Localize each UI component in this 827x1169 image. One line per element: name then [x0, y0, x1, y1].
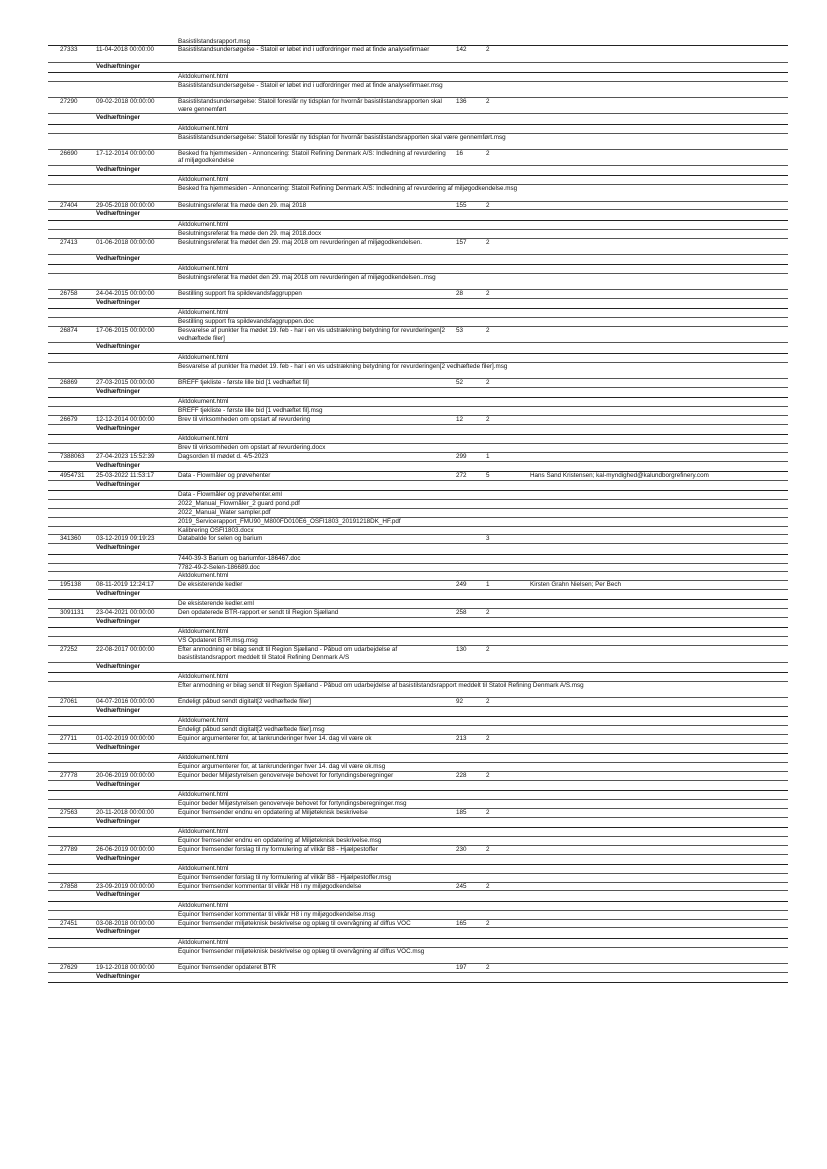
attachment-filename: Aktdokument.html: [178, 628, 229, 636]
attachment-row: [48, 265, 788, 274]
attachment-row: [48, 791, 788, 800]
entry-id: 341360: [60, 535, 82, 543]
attachments-label: Vedhæftninger: [96, 544, 141, 552]
attachment-row: [48, 673, 788, 682]
attachment-filename: Beslutningsreferat fra mødet den 29. maj 2018 om revurderingen af miljøgodkendelsen..msg: [178, 273, 436, 281]
entry-title: Equinor fremsender endnu en opdatering af Miljøteknisk beskrivelse: [178, 808, 368, 816]
entry-doc-number: 245: [456, 882, 467, 890]
attachment-filename: VS Opdateret BTR.msg.msg: [178, 637, 258, 645]
entry-doc-number: 157: [456, 238, 467, 246]
entry-row: [48, 472, 788, 481]
attachment-filename: Equinor fremsender miljøteknisk beskrivelse og oplæg til overvågning af diffus VOC.msg: [178, 947, 425, 955]
attachment-filename: Aktdokument.html: [178, 754, 229, 762]
entry-doc-number: 136: [456, 98, 467, 106]
entry-row: [48, 846, 788, 855]
top-fragment-row: [48, 38, 788, 46]
entry-title: Brev til virksomheden om opstart af revurdering: [178, 415, 311, 423]
attachments-label: Vedhæftninger: [96, 461, 141, 469]
entry-row: [48, 809, 788, 818]
entry-count: 2: [486, 882, 490, 890]
attachments-header-row: [48, 618, 788, 628]
entry-id: 26869: [60, 378, 78, 386]
entry-date: 09-02-2018 00:00:00: [96, 98, 155, 106]
entry-date: 20-06-2019 00:00:00: [96, 771, 155, 779]
entry-date: 27-03-2015 00:00:00: [96, 378, 155, 386]
entry-id: 27563: [60, 808, 78, 816]
entry-title: Equinor argumenterer for, at tankrunderinger hver 14. dag vil være ok: [178, 734, 372, 742]
attachments-label: Vedhæftninger: [96, 62, 141, 70]
attachments-header-row: [48, 388, 788, 398]
entry-row: [48, 581, 788, 590]
entry-row: [48, 416, 788, 425]
entry-date: 17-12-2014 00:00:00: [96, 149, 155, 157]
attachments-label: Vedhæftninger: [96, 817, 141, 825]
attachment-row: [48, 628, 788, 637]
attachment-filename: 2019_Servicerapport_FMU90_M800FD010E6_OSFI1803_20191218DK_HF.pdf: [178, 517, 401, 525]
entry-doc-number: 12: [456, 415, 464, 423]
attachment-row: [48, 354, 788, 363]
entry-count: 2: [486, 290, 490, 298]
entry-count: 2: [486, 609, 490, 617]
attachment-row: [48, 600, 788, 609]
entry-row: [48, 453, 788, 462]
entry-count: 2: [486, 201, 490, 209]
attachments-header-row: [48, 544, 788, 554]
entry-doc-number: 28: [456, 290, 464, 298]
entry-date: 29-05-2018 00:00:00: [96, 201, 155, 209]
attachments-header-row: [48, 590, 788, 600]
entry-row: [48, 150, 788, 166]
attachment-filename: Besked fra hjemmesiden - Annoncering: Statoil Refining Denmark A/S: Indledning af revurdering af miljøgodkendelse.msg: [178, 185, 518, 193]
attachment-row: [48, 682, 788, 698]
entry-title: Equinor fremsender kommentar til vilkår H8 i ny miljøgodkendelse: [178, 882, 362, 890]
entry-row: [48, 46, 788, 62]
entry-row: [48, 609, 788, 618]
attachments-header-row: [48, 462, 788, 472]
entry-count: 2: [486, 734, 490, 742]
entry-row: [48, 202, 788, 211]
entry-date: 12-12-2014 00:00:00: [96, 415, 155, 423]
entry-date: 26-06-2019 00:00:00: [96, 845, 155, 853]
attachments-header-row: [48, 928, 788, 938]
entry-row: [48, 327, 788, 343]
attachment-filename: Aktdokument.html: [178, 176, 229, 184]
attachment-filename: Equinor beder Miljøstyrelsen genoverveje behovet for fortyndingsberegninger.msg: [178, 799, 407, 807]
attachments-label: Vedhæftninger: [96, 424, 141, 432]
attachments-label: Vedhæftninger: [96, 166, 141, 174]
entry-date: 19-12-2018 00:00:00: [96, 963, 155, 971]
entry-title: Data - Flowmåler og prøvehenter: [178, 471, 271, 479]
attachment-row: [48, 911, 788, 920]
attachments-label: Vedhæftninger: [96, 928, 141, 936]
entry-id: 27778: [60, 771, 78, 779]
attachment-filename: Basistilstandsundersøgelse: Statoil foreslår ny tidsplan for hvornår basistilstandsrapporten skal være gennemført.msg: [178, 133, 506, 141]
attachments-label: Vedhæftninger: [96, 743, 141, 751]
entry-id: 27252: [60, 646, 78, 654]
entry-doc-number: 185: [456, 808, 467, 816]
attachment-row: [48, 874, 788, 883]
entry-row: [48, 290, 788, 299]
document-table: [48, 38, 788, 983]
entry-id: 27629: [60, 963, 78, 971]
entry-doc-number: 52: [456, 378, 464, 386]
attachment-filename: Aktdokument.html: [178, 901, 229, 909]
entry-doc-number: 249: [456, 581, 467, 589]
attachment-row: [48, 398, 788, 407]
entry-id: 26758: [60, 290, 78, 298]
entry-date: 23-09-2019 00:00:00: [96, 882, 155, 890]
entry-date: 24-04-2015 00:00:00: [96, 290, 155, 298]
attachment-filename: Aktdokument.html: [178, 265, 229, 273]
entry-id: 27789: [60, 845, 78, 853]
attachment-filename: Aktdokument.html: [178, 434, 229, 442]
entry-date: 03-12-2019 09:19:23: [96, 535, 155, 543]
entry-doc-number: 16: [456, 149, 464, 157]
entry-id: 27711: [60, 734, 78, 742]
attachment-filename: Kalibrering OSFI1803.docx: [178, 526, 254, 534]
entry-title: Endeligt påbud sendt digitalt[2 vedhæftede filer]: [178, 697, 312, 705]
attachment-row: [48, 274, 788, 290]
attachment-filename: Data - Flowmåler og prøvehenter.eml: [178, 491, 282, 499]
entry-count: 2: [486, 98, 490, 106]
entry-id: 27413: [60, 238, 78, 246]
entry-doc-number: 258: [456, 609, 467, 617]
entry-id: 27061: [60, 697, 78, 705]
attachments-label: Vedhæftninger: [96, 854, 141, 862]
entry-doc-number: 142: [456, 46, 467, 54]
entry-date: 20-11-2018 00:00:00: [96, 808, 155, 816]
attachment-row: [48, 555, 788, 564]
entry-title: Beslutningsreferat fra møde den 29. maj 2018: [178, 201, 307, 209]
attachments-label: Vedhæftninger: [96, 662, 141, 670]
entry-count: 2: [486, 845, 490, 853]
attachment-row: [48, 948, 788, 964]
attachment-filename: Aktdokument.html: [178, 220, 229, 228]
attachment-filename: Aktdokument.html: [178, 864, 229, 872]
entry-title: Besvarelse af punkter fra mødet 19. feb - har i en vis udstrækning betydning for revurderingen[2 vedhæftede filer]: [178, 327, 446, 342]
entry-row: [48, 772, 788, 781]
attachment-row: [48, 82, 788, 98]
entry-row: [48, 883, 788, 892]
attachments-label: Vedhæftninger: [96, 480, 141, 488]
attachment-row: [48, 726, 788, 735]
entry-recipients: Hans Sand Kristensen; kal-myndighed@kalundborgrefinery.com: [530, 471, 709, 479]
entry-doc-number: 272: [456, 471, 467, 479]
entry-id: 27333: [60, 46, 78, 54]
entry-title: Equinor fremsender forslag til ny formulering af vilkår B8 - Hjælpestoffer: [178, 845, 378, 853]
entry-title: Basistilstandsundersøgelse: Statoil foreslår ny tidsplan for hvornår basistilstandsrapporten skal være gennemført: [178, 98, 442, 113]
entry-count: 2: [486, 963, 490, 971]
attachment-filename: De eksisterende kedler.eml: [178, 600, 254, 608]
attachments-label: Vedhæftninger: [96, 343, 141, 351]
entry-row: [48, 239, 788, 255]
entry-row: [48, 735, 788, 744]
attachment-row: [48, 865, 788, 874]
attachment-filename: Besvarelse af punkter fra mødet 19. feb - har i en vis udstrækning betydning for revurderingen[2 vedhæftede filer].msg: [178, 362, 508, 370]
attachment-row: [48, 837, 788, 846]
attachment-row: [48, 318, 788, 327]
entry-count: 2: [486, 697, 490, 705]
attachment-filename: Aktdokument.html: [178, 672, 229, 680]
entry-doc-number: 165: [456, 919, 467, 927]
attachment-row: [48, 435, 788, 444]
entry-row: [48, 379, 788, 388]
attachment-row: [48, 754, 788, 763]
attachment-filename: 2022_Manual_Flowmåler_2 guard pond.pdf: [178, 499, 300, 507]
attachment-row: [48, 509, 788, 518]
entry-date: 11-04-2018 00:00:00: [96, 46, 155, 54]
attachment-filename: 7440-39-3 Barium og bariumfor-186467.doc: [178, 554, 301, 562]
entry-id: 4954731: [60, 471, 85, 479]
attachment-filename: Equinor argumenterer for, at tankrunderinger hver 14. dag vil være ok.msg: [178, 762, 386, 770]
entry-date: 23-04-2021 00:00:00: [96, 609, 155, 617]
attachment-filename: Endeligt påbud sendt digitalt[2 vedhæftede filer].msg: [178, 726, 325, 734]
attachment-filename: Aktdokument.html: [178, 938, 229, 946]
entry-title: Basistilstandsundersøgelse - Statoil er løbet ind i udfordringer med at finde analysefirmaer: [178, 46, 430, 54]
attachments-label: Vedhæftninger: [96, 972, 141, 980]
attachments-header-row: [48, 855, 788, 865]
entry-title: Equinor beder Miljøstyrelsen genoverveje behovet for fortyndingsberegninger: [178, 771, 394, 779]
entry-count: 2: [486, 808, 490, 816]
entry-title: Beslutningsreferat fra mødet den 29. maj 2018 om revurderingen af miljøgodkendelsen.: [178, 238, 422, 246]
attachment-row: [48, 125, 788, 134]
attachment-filename: Aktdokument.html: [178, 717, 229, 725]
entry-id: 27290: [60, 98, 78, 106]
attachments-label: Vedhæftninger: [96, 210, 141, 218]
attachment-filename: Aktdokument.html: [178, 827, 229, 835]
attachment-row: [48, 527, 788, 536]
attachments-header-row: [48, 63, 788, 73]
entry-row: [48, 98, 788, 114]
entry-date: 01-06-2018 00:00:00: [96, 238, 155, 246]
entry-id: 3091131: [60, 609, 85, 617]
attachment-row: [48, 637, 788, 646]
entry-doc-number: 197: [456, 963, 467, 971]
attachment-filename: Brev til virksomheden om opstart af revurdering.docx: [178, 443, 326, 451]
entry-id: 27451: [60, 919, 78, 927]
entry-doc-number: 130: [456, 646, 467, 654]
attachment-row: [48, 902, 788, 911]
entry-doc-number: 155: [456, 201, 467, 209]
attachments-header-row: [48, 299, 788, 309]
entry-row: [48, 698, 788, 707]
entry-count: 2: [486, 378, 490, 386]
attachments-header-row: [48, 166, 788, 176]
attachment-filename: 2022_Manual_Water sampler.pdf: [178, 508, 271, 516]
entry-title: Databalde for selen og barium: [178, 535, 263, 543]
entry-id: 26679: [60, 415, 78, 423]
entry-date: 01-02-2019 00:00:00: [96, 734, 155, 742]
attachment-filename: Equinor fremsender forslag til ny formulering af vilkår B8 - Hjælpestoffer.msg: [178, 873, 392, 881]
attachment-filename: Aktdokument.html: [178, 124, 229, 132]
entry-id: 27404: [60, 201, 78, 209]
entry-title: De eksisterende kedler: [178, 581, 243, 589]
attachment-filename: Equinor fremsender kommentar til vilkår H8 i ny miljøgodkendelse.msg: [178, 910, 376, 918]
attachments-label: Vedhæftninger: [96, 299, 141, 307]
entry-title: Besked fra hjemmesiden - Annoncering: Statoil Refining Denmark A/S: Indledning af revurdering af miljøgodkendelse: [178, 149, 446, 165]
entry-row: [48, 646, 788, 662]
attachment-row: [48, 176, 788, 185]
attachment-filename: Basistilstandsrapport.msg: [178, 38, 251, 45]
attachment-row: [48, 564, 788, 573]
attachment-filename: Efter anmodning er bilag sendt til Region Sjælland - Påbud om udarbejdelse af basistilstandsrapport meddelt til Statoil Refining Denmark A/S.msg: [178, 681, 584, 689]
entry-title: Equinor fremsender opdateret BTR: [178, 963, 277, 971]
entry-id: 7388063: [60, 452, 85, 460]
attachment-row: [48, 363, 788, 379]
attachments-header-row: [48, 114, 788, 124]
attachment-filename: Aktdokument.html: [178, 398, 229, 406]
entry-count: 2: [486, 919, 490, 927]
attachments-label: Vedhæftninger: [96, 780, 141, 788]
entry-doc-number: 230: [456, 845, 467, 853]
attachment-row: [48, 800, 788, 809]
entry-count: 2: [486, 327, 490, 335]
attachments-header-row: [48, 481, 788, 491]
attachment-filename: 7782-49-2-Selen-186689.doc: [178, 563, 260, 571]
entry-title: Bestilling support fra spildevandsfaggruppen: [178, 290, 302, 298]
entry-id: 27858: [60, 882, 78, 890]
attachments-header-row: [48, 818, 788, 828]
entry-date: 22-08-2017 00:00:00: [96, 646, 155, 654]
entry-count: 2: [486, 646, 490, 654]
attachments-header-row: [48, 343, 788, 353]
entry-row: [48, 964, 788, 973]
entry-id: 26874: [60, 327, 78, 335]
entry-date: 27-04-2023 15:52:39: [96, 452, 155, 460]
attachment-filename: Aktdokument.html: [178, 353, 229, 361]
entry-doc-number: 213: [456, 734, 467, 742]
entry-date: 08-11-2019 12:24:17: [96, 581, 155, 589]
entry-count: 3: [486, 535, 490, 543]
entry-date: 25-03-2022 11:53:17: [96, 471, 155, 479]
entry-count: 5: [486, 471, 490, 479]
attachment-filename: Aktdokument.html: [178, 572, 229, 580]
attachment-filename: Equinor fremsender endnu en opdatering af Miljøteknisk beskrivelse.msg: [178, 836, 382, 844]
attachment-row: [48, 572, 788, 581]
attachment-filename: Beslutningsreferat fra møde den 29. maj 2018.docx: [178, 229, 322, 237]
attachment-row: [48, 221, 788, 230]
attachment-row: [48, 134, 788, 150]
attachments-header-row: [48, 663, 788, 673]
attachment-row: [48, 828, 788, 837]
attachments-label: Vedhæftninger: [96, 706, 141, 714]
entry-count: 2: [486, 149, 490, 157]
attachment-row: [48, 185, 788, 201]
attachments-header-row: [48, 707, 788, 717]
entry-count: 2: [486, 415, 490, 423]
attachments-label: Vedhæftninger: [96, 387, 141, 395]
attachment-row: [48, 717, 788, 726]
attachment-filename: Aktdokument.html: [178, 309, 229, 317]
attachments-header-row: [48, 781, 788, 791]
entry-title: BREFF tjekliste - første lille bid [1 vedhæftet fil]: [178, 378, 309, 386]
entry-count: 2: [486, 46, 490, 54]
attachment-row: [48, 444, 788, 453]
entry-doc-number: 299: [456, 452, 467, 460]
attachment-row: [48, 407, 788, 416]
entry-count: 1: [486, 581, 490, 589]
entry-id: 195138: [60, 581, 82, 589]
attachment-row: [48, 518, 788, 527]
entry-id: 26690: [60, 149, 78, 157]
attachment-row: [48, 491, 788, 500]
entry-date: 03-08-2018 00:00:00: [96, 919, 155, 927]
attachment-filename: Bestilling support fra spildevandsfaggruppen.doc: [178, 318, 314, 326]
entry-date: 04-07-2016 00:00:00: [96, 697, 155, 705]
attachment-row: [48, 939, 788, 948]
attachment-row: [48, 763, 788, 772]
attachment-row: [48, 309, 788, 318]
entry-doc-number: 228: [456, 771, 467, 779]
attachments-label: Vedhæftninger: [96, 891, 141, 899]
attachments-header-row: [48, 210, 788, 220]
attachments-header-row: [48, 891, 788, 901]
attachment-filename: Basistilstandsundersøgelse - Statoil er løbet ind i udfordringer med at finde analysefirmaer.msg: [178, 81, 443, 89]
attachments-header-row: [48, 973, 788, 983]
entry-doc-number: 53: [456, 327, 464, 335]
attachments-label: Vedhæftninger: [96, 254, 141, 262]
entry-recipients: Kirsten Grahn Nielsen; Per Bech: [530, 581, 621, 589]
entry-date: 17-06-2015 00:00:00: [96, 327, 155, 335]
entry-row: [48, 535, 788, 544]
entry-doc-number: 92: [456, 697, 464, 705]
entry-count: 2: [486, 771, 490, 779]
attachment-filename: BREFF tjekliste - første lille bid [1 vedhæftet fil].msg: [178, 406, 323, 414]
attachment-filename: Aktdokument.html: [178, 790, 229, 798]
entry-count: 1: [486, 452, 490, 460]
attachments-header-row: [48, 744, 788, 754]
attachments-header-row: [48, 255, 788, 265]
attachment-row: [48, 500, 788, 509]
entry-title: Equinor fremsender miljøteknisk beskrivelse og oplæg til overvågning af diffus VOC: [178, 919, 411, 927]
entry-title: Efter anmodning er bilag sendt til Region Sjælland - Påbud om udarbejdelse af basistilstandsrapport meddelt til Statoil Refining Denmark A/S: [178, 646, 398, 661]
attachments-label: Vedhæftninger: [96, 618, 141, 626]
entry-title: Den opdaterede BTR-rapport er sendt til Region Sjælland: [178, 609, 339, 617]
attachments-label: Vedhæftninger: [96, 114, 141, 122]
entry-title: Dagsorden til mødet d. 4/5-2023: [178, 452, 269, 460]
attachments-label: Vedhæftninger: [96, 590, 141, 598]
entry-count: 2: [486, 238, 490, 246]
attachment-filename: Aktdokument.html: [178, 72, 229, 80]
entry-row: [48, 920, 788, 929]
attachments-header-row: [48, 425, 788, 435]
attachment-row: [48, 73, 788, 82]
attachment-row: [48, 230, 788, 239]
